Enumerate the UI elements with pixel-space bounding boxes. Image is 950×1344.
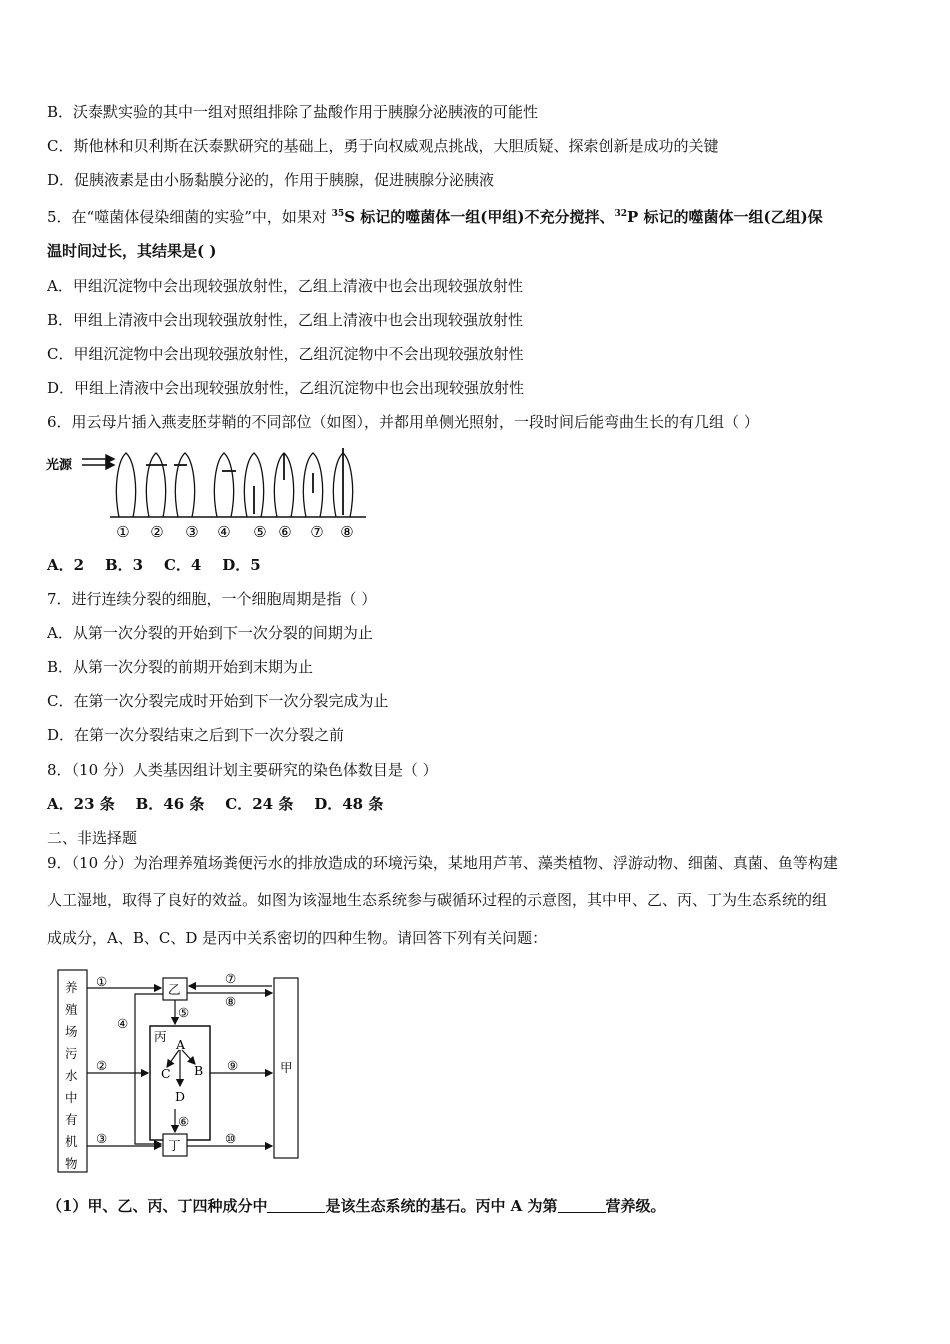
light-source-label: 光源 xyxy=(46,458,73,473)
source-char-7: 有 xyxy=(65,1112,78,1127)
fig-label-2: ② xyxy=(150,523,164,541)
label-8: ⑧ xyxy=(225,994,237,1009)
q6-options: A．2 B．3 C．4 D．5 xyxy=(47,556,261,574)
coleoptile-1 xyxy=(116,453,135,517)
fig-label-4: ④ xyxy=(217,523,231,541)
source-char-1: 养 xyxy=(65,980,78,995)
q7-stem: 7．进行连续分裂的细胞，一个细胞周期是指（ ） xyxy=(47,590,377,608)
answer-blank-2[interactable] xyxy=(558,1197,606,1213)
q5-option-b: B．甲组上清液中会出现较强放射性，乙组上清液中也会出现较强放射性 xyxy=(47,311,524,329)
label-6: ⑥ xyxy=(178,1114,190,1129)
source-char-6: 中 xyxy=(65,1090,78,1105)
yi-label: 乙 xyxy=(168,982,181,997)
organism-b: B xyxy=(194,1063,204,1078)
label-5: ⑤ xyxy=(178,1005,190,1020)
source-char-5: 水 xyxy=(65,1068,78,1083)
label-7: ⑦ xyxy=(225,971,237,986)
answer-blank-1[interactable] xyxy=(267,1197,325,1213)
q7-option-b: B．从第一次分裂的前期开始到末期为止 xyxy=(47,658,314,676)
light-arrows xyxy=(82,455,114,469)
arrow-4 xyxy=(135,994,163,1144)
q7-option-d: D．在第一次分裂结束之后到下一次分裂之前 xyxy=(47,726,345,744)
q9-stem-line3: 成成分，A、B、C、D 是丙中关系密切的四种生物。请回答下列有关问题： xyxy=(47,929,548,947)
label-3: ③ xyxy=(96,1131,108,1146)
source-char-3: 场 xyxy=(65,1024,78,1039)
fig-label-8: ⑧ xyxy=(340,523,354,541)
arrow-a-b xyxy=(182,1050,195,1064)
coleoptile-2 xyxy=(146,453,165,517)
label-4: ④ xyxy=(117,1016,129,1031)
fig-label-6: ⑥ xyxy=(278,523,292,541)
q8-stem: 8．（10 分）人类基因组计划主要研究的染色体数目是（ ） xyxy=(47,761,438,779)
label-2: ② xyxy=(96,1058,108,1073)
label-10: ⑩ xyxy=(225,1131,237,1146)
fig-label-1: ① xyxy=(116,523,130,541)
source-char-4: 污 xyxy=(65,1046,78,1061)
coleoptile-4 xyxy=(214,453,233,517)
coleoptile-figure xyxy=(46,448,376,544)
jia-label: 甲 xyxy=(280,1060,293,1075)
q9-subquestion-1: （1）甲、乙、丙、丁四种成分中 是该生态系统的基石。丙中 A 为第 营养级。 xyxy=(47,1197,666,1215)
q4-option-b: B．沃泰默实验的其中一组对照组排除了盐酸作用于胰腺分泌胰液的可能性 xyxy=(47,103,539,121)
q5-option-a: A．甲组沉淀物中会出现较强放射性，乙组上清液中也会出现较强放射性 xyxy=(47,277,523,295)
organism-c: C xyxy=(161,1066,171,1081)
coleoptile-3 xyxy=(175,453,194,517)
q7-option-a: A．从第一次分裂的开始到下一次分裂的间期为止 xyxy=(47,624,373,642)
carbon-cycle-diagram xyxy=(55,966,305,1174)
q8-options: A．23 条 B．46 条 C．24 条 D．48 条 xyxy=(47,795,384,813)
organism-d: D xyxy=(175,1089,186,1104)
organism-a: A xyxy=(176,1037,186,1052)
source-char-2: 殖 xyxy=(65,1002,78,1017)
source-char-8: 机 xyxy=(65,1134,78,1149)
q5-option-d: D．甲组上清液中会出现较强放射性，乙组沉淀物中也会出现较强放射性 xyxy=(47,379,525,397)
label-1: ① xyxy=(96,974,108,989)
arrow-a-c xyxy=(167,1050,179,1067)
source-char-9: 物 xyxy=(65,1156,78,1171)
fig-label-7: ⑦ xyxy=(310,523,324,541)
q7-option-c: C．在第一次分裂完成时开始到下一次分裂完成为止 xyxy=(47,692,389,710)
fig-label-3: ③ xyxy=(185,523,199,541)
q5-stem-line2: 温时间过长，其结果是( ) xyxy=(47,242,217,260)
q4-option-d: D．促胰液素是由小肠黏膜分泌的，作用于胰腺，促进胰腺分泌胰液 xyxy=(47,171,495,189)
q5-stem-line1: 5．在“噬菌体侵染细菌的实验”中，如果对 $^{35}$S 标记的噬菌体一组(甲组)不充分搅拌、$^{32}$P 标记的噬菌体一组(乙组)保 xyxy=(47,208,823,226)
bing-label: 丙 xyxy=(154,1029,167,1044)
q5-option-c: C．甲组沉淀物中会出现较强放射性，乙组沉淀物中不会出现较强放射性 xyxy=(47,345,524,363)
q4-option-c: C．斯他林和贝利斯在沃泰默研究的基础上，勇于向权威观点挑战，大胆质疑、探索创新是成功的关键 xyxy=(47,137,719,155)
label-9: ⑨ xyxy=(227,1058,239,1073)
fig-label-5: ⑤ xyxy=(253,523,267,541)
q9-stem-line2: 人工湿地，取得了良好的效益。如图为该湿地生态系统参与碳循环过程的示意图，其中甲、乙、丙、丁为生态系统的组 xyxy=(47,891,828,909)
section-heading: 二、非选择题 xyxy=(47,829,138,847)
q9-stem-line1: 9．（10 分）为治理养殖场粪便污水的排放造成的环境污染，某地用芦苇、藻类植物、浮游动物、细菌、真菌、鱼等构建 xyxy=(47,854,838,872)
ding-label: 丁 xyxy=(168,1138,181,1153)
q6-stem: 6．用云母片插入燕麦胚芽鞘的不同部位（如图），并都用单侧光照射，一段时间后能弯曲生长的有几组（ ） xyxy=(47,413,759,431)
